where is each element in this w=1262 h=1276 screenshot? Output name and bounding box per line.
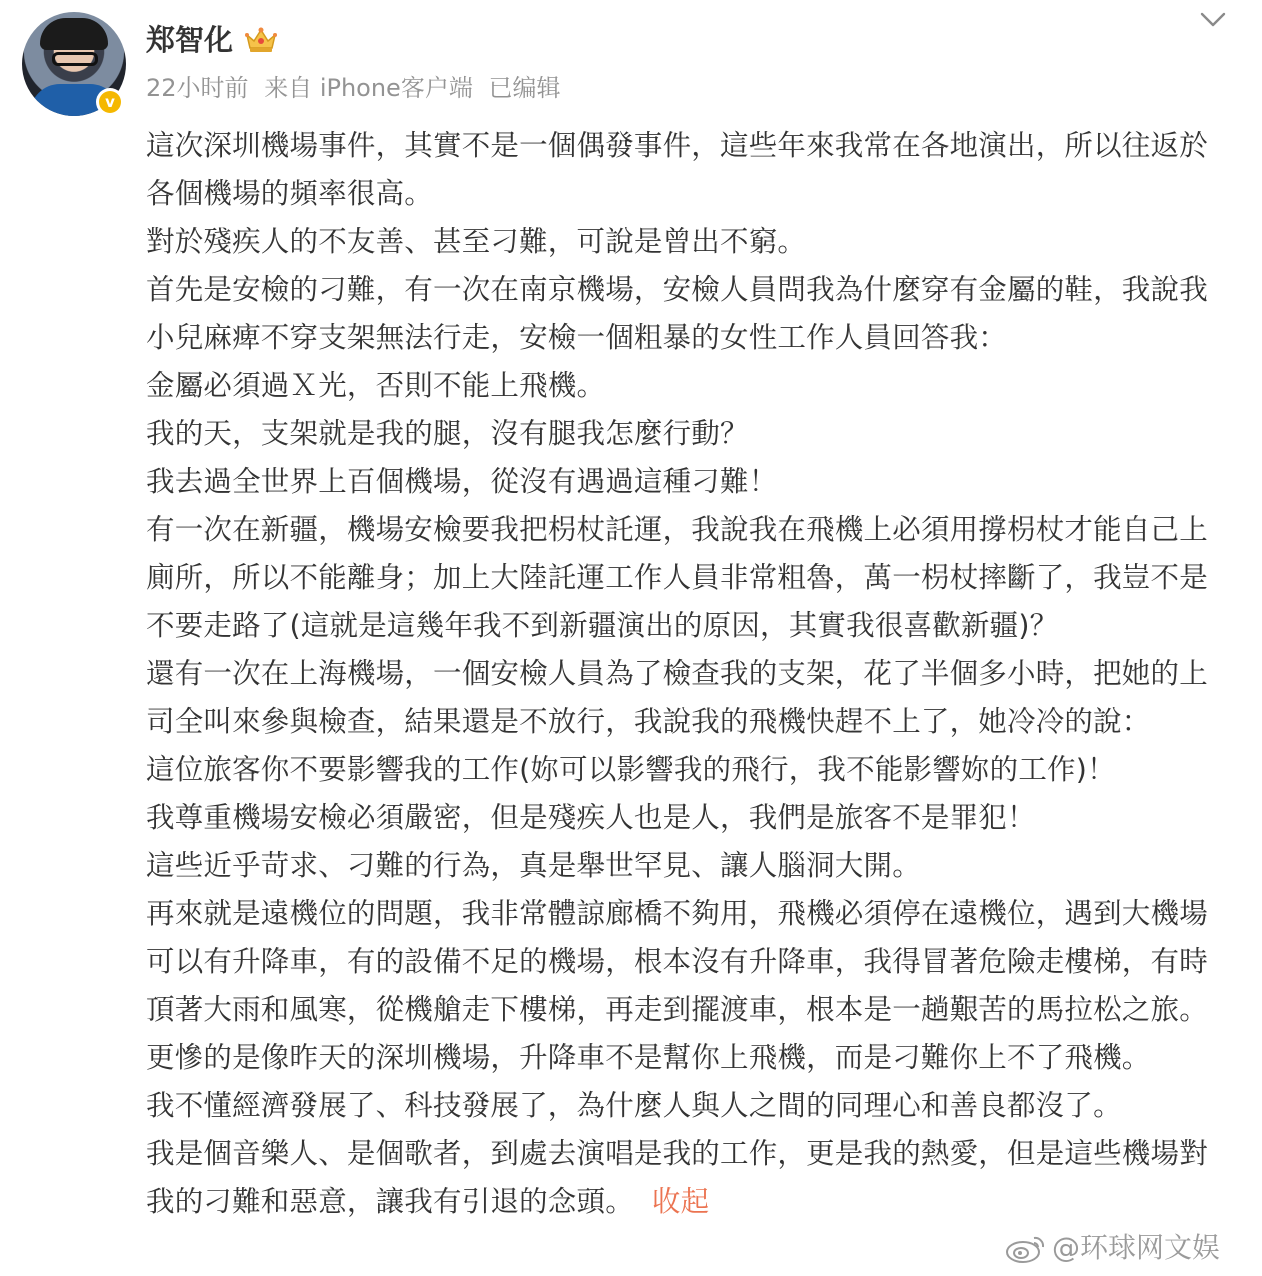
last-paragraph (146, 1130, 1236, 1226)
paragraph: 我尊重機場安檢必須嚴密，但是殘疾人也是人，我們是旅客不是罪犯！ (146, 801, 1036, 834)
author-name[interactable]: 郑智化 (146, 23, 234, 57)
paragraph: 這些近乎苛求、刁難的行為，真是舉世罕見、讓人腦洞大開。 (146, 849, 921, 882)
paragraph: 金屬必須過Ｘ光，否則不能上飛機。 (146, 369, 606, 402)
post-content (146, 122, 1236, 1226)
post-meta (146, 70, 560, 106)
paragraph: 我去過全世界上百個機場，從沒有遇過這種刁難！ (146, 465, 778, 498)
paragraph: 有一次在新疆，機場安檢要我把枴杖託運，我說我在飛機上必須用撐枴杖才能自己上廁所，所以不能離身；加上大陸託運工作人員非常粗魯，萬一枴杖摔斷了，我豈不是不要走路了(這就是這幾年我不到新疆演出的原因，其實我很喜歡新疆)？ (146, 513, 1208, 642)
watermark-text: @环球网文娱 (1052, 1231, 1221, 1264)
paragraph: 我的天，支架就是我的腿，沒有腿我怎麼行動？ (146, 417, 749, 450)
paragraph: 再來就是遠機位的問題，我非常體諒廊橋不夠用，飛機必須停在遠機位，遇到大機場可以有升降車，有的設備不足的機場，根本沒有升降車，我得冒著危險走樓梯，有時頂著大雨和風寒，從機艙走下樓梯，再走到擺渡車，根本是一趟艱苦的馬拉松之旅。更慘的是像昨天的深圳機場，升降車不是幫你上飛機，而是刁難你上不了飛機。 (146, 897, 1208, 1074)
avatar-glasses (52, 52, 98, 66)
paragraph: 首先是安檢的刁難，有一次在南京機場，安檢人員問我為什麼穿有金屬的鞋，我說我小兒麻痺不穿支架無法行走，安檢一個粗暴的女性工作人員回答我： (146, 273, 1208, 354)
paragraph-text: 我是個音樂人、是個歌者，到處去演唱是我的工作，更是我的熱愛，但是這些機場對我的刁難和惡意，讓我有引退的念頭。 (146, 1137, 1208, 1218)
verified-badge-icon: v (96, 88, 124, 116)
post-edited[interactable]: 已编辑 (488, 74, 561, 102)
paragraph: 還有一次在上海機場，一個安檢人員為了檢查我的支架，花了半個多小時，把她的上司全叫來參與檢查，結果還是不放行，我說我的飛機快趕不上了，她冷冷的說： (146, 657, 1208, 738)
collapse-link[interactable]: 收起 (651, 1185, 710, 1218)
watermark (1004, 1228, 1220, 1268)
crown-icon (244, 26, 278, 54)
post-time[interactable]: 22小时前 (146, 74, 249, 102)
avatar-hair (40, 18, 108, 50)
paragraph: 這位旅客你不要影響我的工作(妳可以影響我的飛行，我不能影響妳的工作)！ (146, 753, 1116, 786)
chevron-down-icon[interactable] (1198, 8, 1228, 30)
post-source: 来自 iPhone客户端 (264, 74, 473, 102)
paragraph: 我不懂經濟發展了、科技發展了，為什麼人與人之間的同理心和善良都沒了。 (146, 1089, 1122, 1122)
paragraph: 這次深圳機場事件，其實不是一個偶發事件，這些年來我常在各地演出，所以往返於各個機場的頻率很高。 (146, 129, 1208, 210)
weibo-logo-icon (1004, 1233, 1048, 1263)
paragraph: 對於殘疾人的不友善、甚至刁難，可說是曾出不窮。 (146, 225, 807, 258)
